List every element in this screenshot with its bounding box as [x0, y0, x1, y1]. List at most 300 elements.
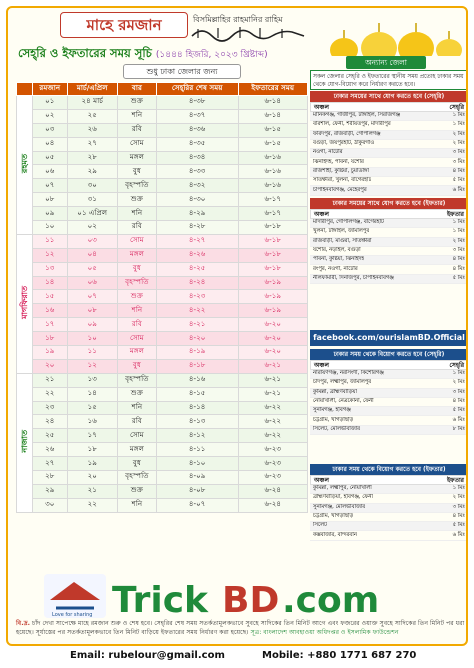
cell-date: ২০	[67, 471, 117, 485]
cell-date: ২৭	[67, 137, 117, 151]
cell-ramadan: ২৭	[33, 457, 68, 471]
other-districts-title: অন্যান্য জেলা	[346, 56, 426, 69]
cell-ramadan: ২৪	[33, 415, 68, 429]
cell-day: বুধ	[117, 359, 156, 373]
dhaka-only-note: শুধু ঢাকা জেলার জন্য	[123, 64, 241, 79]
minute-offset: ২ মিঃ	[452, 379, 465, 386]
list-item	[310, 531, 468, 540]
table-row	[17, 498, 308, 512]
section-list	[310, 112, 468, 196]
poster-frame	[6, 6, 468, 646]
section-column-headers	[310, 102, 468, 112]
district-names: পাবনা, কুষ্টিয়া, ঝিনাইদহ	[313, 256, 365, 263]
cell-sehri: ৪-০৮	[156, 484, 238, 498]
cell-iftar: ৬-২৩	[238, 471, 307, 485]
district-names: সিলেট	[313, 522, 327, 529]
minute-offset: ৪ মিঃ	[452, 398, 465, 405]
cell-iftar: ৬-১৭	[238, 207, 307, 221]
cell-sehri: ৪-৩৮	[156, 96, 238, 110]
minute-offset: ৪ মিঃ	[452, 167, 465, 174]
cell-day: সোম	[117, 234, 156, 248]
district-names: রাজবাড়ী, মাগুরা, সাতক্ষীরা	[313, 237, 372, 244]
list-item	[310, 513, 468, 522]
table-row	[17, 429, 308, 443]
district-names: যশোর, নড়াইল, বগুড়া	[313, 247, 361, 254]
cell-iftar: ৬-১৯	[238, 290, 307, 304]
cell-iftar: ৬-২৪	[238, 484, 307, 498]
header-day: বার	[117, 83, 156, 96]
list-item	[310, 256, 468, 265]
list-item	[310, 265, 468, 274]
cell-day: শনি	[117, 498, 156, 512]
table-row	[17, 276, 308, 290]
minute-offset: ১ মিঃ	[452, 370, 465, 377]
cell-date: ১৮	[67, 443, 117, 457]
subtitle-text: সেহ্‌রি ও ইফতারের সময় সূচি	[18, 46, 152, 60]
cell-date: ৩১	[67, 193, 117, 207]
contact-mobile[interactable]: Mobile: +880 1771 687 270	[262, 650, 417, 661]
cell-date: ২৪ মার্চ	[67, 96, 117, 110]
list-item	[310, 186, 468, 195]
trickbd-logo	[44, 574, 444, 618]
list-item	[310, 522, 468, 531]
section-column-header: সেহ্‌রি	[449, 362, 464, 369]
district-names: সিলেট, মৌলভীবাজার	[313, 425, 361, 432]
minute-offset: ৪ মিঃ	[452, 256, 465, 263]
cell-ramadan: ২৩	[33, 401, 68, 415]
cell-sehri: ৪-১১	[156, 443, 238, 457]
mosque-domes-icon	[324, 20, 464, 56]
minute-offset: ৩ মিঃ	[452, 247, 465, 254]
cell-day: বুধ	[117, 165, 156, 179]
footnote-lead: বি.দ্র.	[16, 620, 31, 627]
cell-date: ১৪	[67, 387, 117, 401]
cell-sehri: ৪-৩৭	[156, 109, 238, 123]
cell-date: ১৭	[67, 429, 117, 443]
district-names: নওগাঁ, নাটোর	[313, 149, 343, 156]
district-names: চাঁদপুর, লক্ষ্মীপুর, জামালপুর	[313, 379, 372, 386]
table-row	[17, 193, 308, 207]
list-item	[310, 370, 468, 379]
cell-day: শুক্র	[117, 484, 156, 498]
table-row	[17, 248, 308, 262]
list-item	[310, 426, 468, 435]
section-column-headers	[310, 360, 468, 370]
table-row	[17, 123, 308, 137]
cell-ramadan: ১২	[33, 248, 68, 262]
cell-ramadan: ৩০	[33, 498, 68, 512]
cell-sehri: ৪-০৯	[156, 471, 238, 485]
district-names: রাজশাহী, কুষ্টিয়া, চুয়াডাঙ্গা	[313, 167, 369, 174]
district-section	[310, 198, 468, 284]
cell-sehri: ৪-৩৬	[156, 123, 238, 137]
minute-offset: ২ মিঃ	[452, 494, 465, 501]
cell-sehri: ৪-১৪	[156, 401, 238, 415]
table-row	[17, 96, 308, 110]
district-names: কক্সবাজার, বান্দরবান	[313, 531, 357, 538]
cell-iftar: ৬-১৯	[238, 276, 307, 290]
cell-iftar: ৬-২০	[238, 332, 307, 346]
table-row	[17, 332, 308, 346]
section-column-header: ইফতার	[446, 211, 464, 218]
cell-iftar: ৬-১৬	[238, 165, 307, 179]
brand-tagline: Love for sharing	[52, 612, 93, 618]
cell-sehri: ৪-২১	[156, 318, 238, 332]
side-header	[17, 83, 33, 96]
minute-offset: ৫ মিঃ	[452, 274, 465, 281]
cell-sehri: ৪-২৫	[156, 262, 238, 276]
cell-sehri: ৪-১৮	[156, 359, 238, 373]
district-names: নারায়ণগঞ্জ, নরসিংদী, কিশোরগঞ্জ	[313, 370, 384, 377]
cell-day: শুক্র	[117, 96, 156, 110]
section-column-headers	[310, 475, 468, 485]
list-item	[310, 275, 468, 284]
cell-sehri: ৪-৩০	[156, 193, 238, 207]
table-row	[17, 346, 308, 360]
cell-ramadan: ০৭	[33, 179, 68, 193]
cell-date: ১৩	[67, 373, 117, 387]
cell-iftar: ৬-২২	[238, 429, 307, 443]
section-list	[310, 485, 468, 541]
district-names: ঝিনাইদহ, পাবনা, যশোর	[313, 158, 364, 165]
table-row	[17, 179, 308, 193]
side-label: রহমত	[20, 154, 29, 174]
section-heading: ঢাকার সময়ের সাথে যোগ করতে হবে (ইফতার)	[310, 198, 468, 209]
list-item	[310, 228, 468, 237]
cell-date: ০৯	[67, 318, 117, 332]
table-header-row	[17, 83, 308, 96]
minute-offset: ১ মিঃ	[452, 112, 465, 119]
list-item	[310, 238, 468, 247]
cell-iftar: ৬-১৯	[238, 304, 307, 318]
cell-iftar: ৬-১৮	[238, 262, 307, 276]
cell-day: মঙ্গল	[117, 151, 156, 165]
cell-date: ২৮	[67, 151, 117, 165]
cell-day: সোম	[117, 332, 156, 346]
brand-com: .com	[282, 580, 380, 618]
minute-offset: ৬ মিঃ	[452, 531, 465, 538]
facebook-link[interactable]: facebook.com/ourislamBD.Official	[310, 330, 468, 346]
cell-day: বুধ	[117, 457, 156, 471]
cell-day: রবি	[117, 221, 156, 235]
cell-ramadan: ০১	[33, 96, 68, 110]
table-row	[17, 401, 308, 415]
cell-day: শনি	[117, 304, 156, 318]
list-item	[310, 140, 468, 149]
cell-sehri: ৪-২৪	[156, 276, 238, 290]
cell-iftar: ৬-১৮	[238, 248, 307, 262]
district-names: ফরিদপুর, রাজবাড়ী, গোপালগঞ্জ	[313, 130, 381, 137]
cell-ramadan: ০৪	[33, 137, 68, 151]
cell-ramadan: ২১	[33, 373, 68, 387]
list-item	[310, 379, 468, 388]
cell-sehri: ৪-২২	[156, 304, 238, 318]
cell-day: সোম	[117, 429, 156, 443]
cell-iftar: ৬-১৬	[238, 151, 307, 165]
cell-date: ০২	[67, 221, 117, 235]
cell-date: ২৬	[67, 123, 117, 137]
cell-ramadan: ০৬	[33, 165, 68, 179]
cell-sehri: ৪-১৬	[156, 373, 238, 387]
section-heading: ঢাকার সময় থেকে বিয়োগ করতে হবে (সেহ্‌রি)	[310, 349, 468, 360]
minute-offset: ২ মিঃ	[452, 130, 465, 137]
footnote	[16, 619, 468, 646]
cell-ramadan: ১৪	[33, 276, 68, 290]
minute-offset: ২ মিঃ	[452, 237, 465, 244]
district-names: ব্রাহ্মণবাড়িয়া, হবিগঞ্জ, ফেনী	[313, 494, 373, 501]
cell-ramadan: ০৯	[33, 207, 68, 221]
minute-offset: ৩ মিঃ	[452, 503, 465, 510]
table-row	[17, 290, 308, 304]
cell-iftar: ৬-১৮	[238, 221, 307, 235]
cell-date: ০৮	[67, 304, 117, 318]
table-row	[17, 443, 308, 457]
table-row	[17, 387, 308, 401]
cell-iftar: ৬-২৪	[238, 498, 307, 512]
cell-sehri: ৪-৩৪	[156, 151, 238, 165]
district-names: নীলফামারী, দিনাজপুর, চাঁপাইনবাবগঞ্জ	[313, 274, 394, 281]
district-names: খুলনা, টাঙ্গাইল, জামালপুর	[313, 228, 370, 235]
table-row	[17, 484, 308, 498]
brand-bd: BD	[222, 580, 280, 618]
district-section	[310, 349, 468, 435]
section-column-header: ইফতার	[446, 477, 464, 484]
cell-sehri: ৪-২০	[156, 332, 238, 346]
list-item	[310, 407, 468, 416]
table-row	[17, 137, 308, 151]
section-column-headers	[310, 209, 468, 219]
cell-ramadan: ২৬	[33, 443, 68, 457]
minute-offset: ৫ মিঃ	[452, 177, 465, 184]
cell-day: বৃহস্পতি	[117, 179, 156, 193]
minute-offset: ৬ মিঃ	[452, 186, 465, 193]
cell-day: মঙ্গল	[117, 443, 156, 457]
cell-sehri: ৪-৩৫	[156, 137, 238, 151]
header-date: মার্চ/এপ্রিল	[67, 83, 117, 96]
cell-sehri: ৪-২৮	[156, 221, 238, 235]
minute-offset: ৬ মিঃ	[452, 416, 465, 423]
table-row	[17, 457, 308, 471]
table-row	[17, 471, 308, 485]
cell-day: মঙ্গল	[117, 346, 156, 360]
table-row	[17, 221, 308, 235]
cell-day: শুক্র	[117, 387, 156, 401]
side-label-cell	[17, 96, 33, 235]
side-label: মাগফিরাত	[20, 286, 29, 320]
minute-offset: ১ মিঃ	[452, 485, 465, 492]
section-column-header: অঞ্চল	[314, 477, 329, 484]
cell-day: সোম	[117, 137, 156, 151]
cell-sehri: ৪-৩২	[156, 179, 238, 193]
minute-offset: ৩ মিঃ	[452, 158, 465, 165]
list-item	[310, 219, 468, 228]
list-item	[310, 121, 468, 130]
header-iftar: ইফতারের সময়	[238, 83, 307, 96]
arabic-calligraphy-icon	[188, 24, 308, 42]
side-label-cell	[17, 373, 33, 512]
cell-date: ২৫	[67, 109, 117, 123]
table-row	[17, 151, 308, 165]
cell-ramadan: ১০	[33, 221, 68, 235]
cell-ramadan: ১৫	[33, 290, 68, 304]
district-names: চট্টগ্রাম, খাগড়াছড়ি	[313, 416, 354, 423]
cell-ramadan: ২৫	[33, 429, 68, 443]
cell-date: ০৫	[67, 262, 117, 276]
ramadan-schedule-table	[16, 82, 308, 513]
table-row	[17, 262, 308, 276]
cell-ramadan: ০৫	[33, 151, 68, 165]
cell-ramadan: ০৩	[33, 123, 68, 137]
cell-day: শুক্র	[117, 290, 156, 304]
cell-sehri: ৪-১৫	[156, 387, 238, 401]
minute-offset: ১ মিঃ	[452, 219, 465, 226]
section-column-header: সেহ্‌রি	[449, 104, 464, 111]
cell-date: ১২	[67, 359, 117, 373]
contact-email[interactable]: Email: rubelour@gmail.com	[70, 650, 225, 661]
district-section	[310, 91, 468, 196]
cell-day: শুক্র	[117, 193, 156, 207]
table-row	[17, 373, 308, 387]
list-item	[310, 168, 468, 177]
cell-iftar: ৬-২২	[238, 415, 307, 429]
cell-day: রবি	[117, 318, 156, 332]
table-row	[17, 304, 308, 318]
cell-ramadan: ০৮	[33, 193, 68, 207]
list-item	[310, 398, 468, 407]
list-item	[310, 504, 468, 513]
header-sehri: সেহ্‌রির শেষ সময়	[156, 83, 238, 96]
footnote-credit: সূত্র: বাংলাদেশ আবহাওয়া অধিদপ্তর ও ইসলামিক ফাউন্ডেশন	[250, 629, 399, 636]
cell-date: ২১	[67, 484, 117, 498]
cell-date: ০৩	[67, 234, 117, 248]
list-item	[310, 494, 468, 503]
district-names: নোয়াখালী, নেত্রকোনা, ফেনী	[313, 398, 374, 405]
cell-ramadan: ২৮	[33, 471, 68, 485]
list-item	[310, 112, 468, 121]
cell-iftar: ৬-২১	[238, 373, 307, 387]
page-title: মাহে রমজান	[60, 12, 188, 38]
cell-day: শনি	[117, 401, 156, 415]
district-names: বগুড়া, জয়পুরহাট, ঠাকুরগাঁও	[313, 140, 375, 147]
district-names: চট্টগ্রাম, খাগড়াছড়ি	[313, 513, 354, 520]
cell-ramadan: ১৯	[33, 346, 68, 360]
cell-iftar: ৬-১৮	[238, 234, 307, 248]
district-names: রংপুর, নওগাঁ, নাটোর	[313, 265, 358, 272]
cell-ramadan: ২৯	[33, 484, 68, 498]
section-column-header: অঞ্চল	[314, 104, 329, 111]
minute-offset: ১ মিঃ	[452, 228, 465, 235]
table-row	[17, 165, 308, 179]
table-row	[17, 109, 308, 123]
cell-date: ১১	[67, 346, 117, 360]
brand-trick: Trick	[112, 580, 208, 618]
cell-sehri: ৪-২৭	[156, 234, 238, 248]
cell-sehri: ৪-২৬	[156, 248, 238, 262]
header-ramadan: রমজান	[33, 83, 68, 96]
minute-offset: ৫ মিঃ	[452, 407, 465, 414]
side-label: নাজাত	[20, 430, 29, 454]
table-row	[17, 359, 308, 373]
cell-ramadan: ১৮	[33, 332, 68, 346]
cell-day: বৃহস্পতি	[117, 373, 156, 387]
minute-offset: ২ মিঃ	[452, 140, 465, 147]
cell-sehri: ৪-১২	[156, 429, 238, 443]
cell-iftar: ৬-১৫	[238, 123, 307, 137]
district-names: মাদারীপুর, গোপালগঞ্জ, বাগেরহাট	[313, 219, 384, 226]
cell-sehri: ৪-১৯	[156, 346, 238, 360]
minute-offset: ১ মিঃ	[452, 121, 465, 128]
other-districts-intro: সকল জেলার সেহ্‌রি ও ইফতারের স্থানীয় সময় প্রত্যেহ ঢাকার সময় থেকে যোগ-বিয়োগ করে নির্ধারণ করতে হবে।	[310, 70, 468, 90]
minute-offset: ৪ মিঃ	[452, 265, 465, 272]
district-section	[310, 464, 468, 541]
table-row	[17, 234, 308, 248]
list-item	[310, 158, 468, 167]
district-names: মানিকগঞ্জ, গাজীপুর, টাঙ্গাইল, সিরাজগঞ্জ	[313, 112, 401, 119]
table-row	[17, 207, 308, 221]
cell-date: ০৪	[67, 248, 117, 262]
cell-day: রবি	[117, 123, 156, 137]
cell-sehri: ৪-২৯	[156, 207, 238, 221]
section-heading: ঢাকার সময় থেকে বিয়োগ করতে হবে (ইফতার)	[310, 464, 468, 475]
cell-date: ০৭	[67, 290, 117, 304]
district-names: চাঁপাইনবাবগঞ্জ, মেহেরপুর	[313, 186, 367, 193]
cell-date: ২৯	[67, 165, 117, 179]
cell-ramadan: ১৭	[33, 318, 68, 332]
list-item	[310, 485, 468, 494]
cell-sehri: ৪-২৩	[156, 290, 238, 304]
cell-iftar: ৬-১৪	[238, 96, 307, 110]
minute-offset: ৫ মিঃ	[452, 522, 465, 529]
section-column-header: অঞ্চল	[314, 362, 329, 369]
district-names: সুনামগঞ্জ, মৌলভীবাজার	[313, 503, 366, 510]
section-list	[310, 370, 468, 435]
section-column-header: অঞ্চল	[314, 211, 329, 218]
cell-iftar: ৬-২১	[238, 387, 307, 401]
cell-iftar: ৬-২০	[238, 318, 307, 332]
contact-bar	[0, 650, 474, 666]
cell-iftar: ৬-২২	[238, 401, 307, 415]
minute-offset: ৩ মিঃ	[452, 388, 465, 395]
district-names: কুমিল্লা, ব্রাহ্মণবাড়িয়া	[313, 388, 358, 395]
cell-date: ৩০	[67, 179, 117, 193]
cell-sehri: ৪-০৭	[156, 498, 238, 512]
cell-iftar: ৬-২১	[238, 359, 307, 373]
cell-day: বৃহস্পতি	[117, 471, 156, 485]
list-item	[310, 247, 468, 256]
district-names: বরিশাল, ফেনী, শরীয়তপুর, মাদারীপুর	[313, 121, 391, 128]
footnote-text: চাঁদ দেখা সাপেক্ষে মাহে রমজান শুরু ও শেষ হবে। সেহ্‌রির শেষ সময় সতর্কতামূলকভাবে সুবহে সাদিকের তিন মিনিট আগে এবং ফজরের ওয়াক্ত সুবহে সাদিকের তিন মিনিট পর ধরা হয়েছে। সূর্যাস্তের পর সতর্কতামূলকভাবে তিন মিনিট বাড়িয়ে ইফতারের সময় নির্ধারণ করা হয়েছে।	[16, 620, 465, 636]
cell-date: ০১ এপ্রিল	[67, 207, 117, 221]
cell-date: ১৬	[67, 415, 117, 429]
cell-day: মঙ্গল	[117, 248, 156, 262]
cell-ramadan: ১১	[33, 234, 68, 248]
cell-date: ১৫	[67, 401, 117, 415]
section-heading: ঢাকার সময়ের সাথে যোগ করতে হবে (সেহ্‌রি)	[310, 91, 468, 102]
minute-offset: ৩ মিঃ	[452, 149, 465, 156]
cell-sehri: ৪-১০	[156, 457, 238, 471]
section-list	[310, 219, 468, 284]
cell-day: বৃহস্পতি	[117, 276, 156, 290]
cell-iftar: ৬-২৩	[238, 457, 307, 471]
district-names: সুনামগঞ্জ, হবিগঞ্জ	[313, 407, 351, 414]
cell-ramadan: ১৬	[33, 304, 68, 318]
year-text: (১৪৪৪ হিজরি, ২০২৩ খ্রিষ্টাব্দ)	[155, 50, 268, 60]
cell-sehri: ৪-১৩	[156, 415, 238, 429]
cell-iftar: ৬-১৬	[238, 179, 307, 193]
cell-day: বুধ	[117, 262, 156, 276]
cell-ramadan: ১৩	[33, 262, 68, 276]
table-row	[17, 318, 308, 332]
